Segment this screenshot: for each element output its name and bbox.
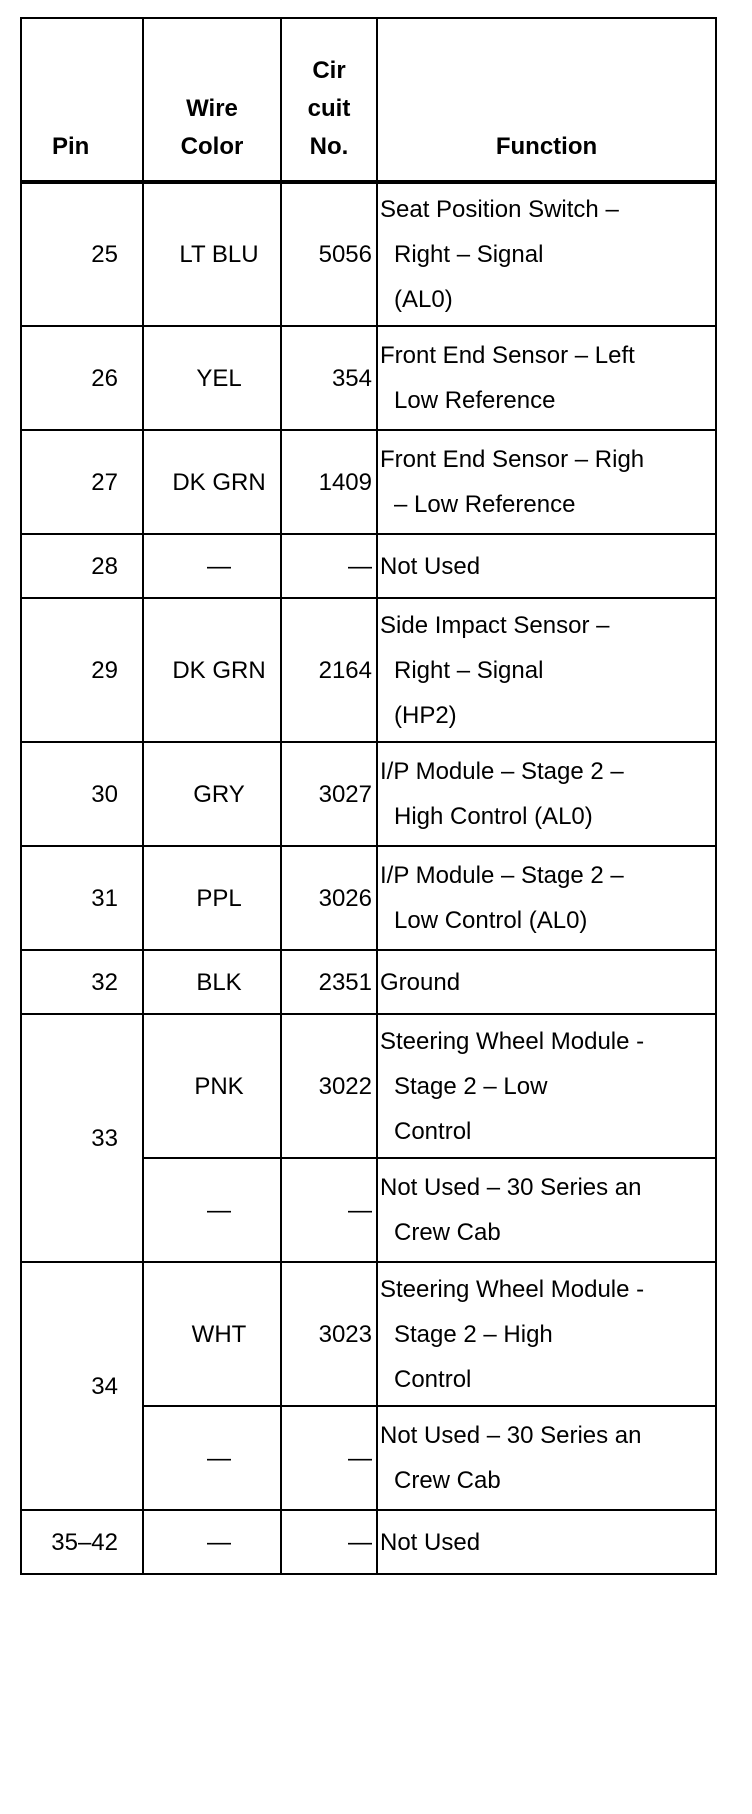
connector-pinout-sheet [20, 17, 717, 1575]
function-line: Seat Position Switch – [380, 196, 619, 223]
function-line: Steering Wheel Module - [380, 1027, 645, 1055]
pin-cell: 34 [21, 1262, 143, 1510]
function-cell [377, 598, 716, 742]
wire-color-cell: BLK [143, 950, 281, 1014]
function-line: Stage 2 – High [394, 1320, 553, 1348]
pin-cell: 30 [21, 742, 143, 846]
function-line: Not Used [380, 1528, 481, 1556]
pin-cell: 33 [21, 1014, 143, 1262]
pin-cell: 35–42 [21, 1510, 143, 1574]
wire-color-cell: PNK [143, 1014, 281, 1158]
function-line: Ground [380, 968, 461, 996]
function-cell [377, 1014, 716, 1158]
function-line: Crew Cab [394, 1219, 501, 1246]
wire-color-cell: — [143, 1406, 281, 1510]
header-row [21, 18, 716, 182]
table-row [21, 534, 716, 598]
wire-color-cell: LT BLU [143, 182, 281, 326]
function-cell [377, 182, 716, 326]
circuit-number-cell: — [281, 1406, 377, 1510]
function-line: Crew Cab [394, 1467, 501, 1494]
table-row [21, 430, 716, 534]
function-cell [377, 950, 716, 1014]
function-header: Function [377, 18, 716, 182]
function-cell [377, 1510, 716, 1574]
function-line: – Low Reference [394, 491, 576, 518]
function-line: Side Impact Sensor – [380, 611, 610, 639]
function-cell [377, 1262, 716, 1406]
function-cell [377, 742, 716, 846]
function-line: Low Control (AL0) [394, 907, 588, 934]
pin-cell: 28 [21, 534, 143, 598]
wire-color-cell: — [143, 534, 281, 598]
table-row [21, 1014, 716, 1158]
pin-cell: 32 [21, 950, 143, 1014]
wire-color-cell: YEL [143, 326, 281, 430]
circuit-number-cell: 3023 [281, 1262, 377, 1406]
circuit-number-cell: 3026 [281, 846, 377, 950]
circuit-number-cell: 354 [281, 326, 377, 430]
circuit-number-header: Cir cuit No. [281, 18, 377, 182]
wire-color-cell: DK GRN [143, 430, 281, 534]
wire-color-cell: WHT [143, 1262, 281, 1406]
function-line: I/P Module – Stage 2 – [380, 862, 624, 889]
circuit-number-cell: — [281, 1510, 377, 1574]
pinout-table [20, 17, 717, 1575]
wire-color-cell: — [143, 1158, 281, 1262]
function-line: (HP2) [394, 701, 457, 729]
circuit-number-cell: — [281, 1158, 377, 1262]
circuit-number-cell: 3027 [281, 742, 377, 846]
function-cell [377, 430, 716, 534]
function-line: Not Used – 30 Series an [380, 1174, 642, 1201]
function-line: I/P Module – Stage 2 – [380, 758, 624, 785]
pin-header: Pin [21, 18, 143, 182]
function-line: Control [394, 1365, 472, 1393]
function-line: (AL0) [394, 286, 453, 313]
table-row [21, 742, 716, 846]
wire-color-header: Wire Color [143, 18, 281, 182]
wire-color-cell: DK GRN [143, 598, 281, 742]
function-line: Not Used [380, 552, 481, 580]
function-line: High Control (AL0) [394, 803, 593, 830]
wire-color-cell: PPL [143, 846, 281, 950]
pinout-rows [21, 182, 716, 1574]
circuit-number-cell: 1409 [281, 430, 377, 534]
table-row [21, 598, 716, 742]
function-line: Right – Signal [394, 656, 544, 684]
table-row [21, 846, 716, 950]
function-cell [377, 1406, 716, 1510]
pin-cell: 31 [21, 846, 143, 950]
function-cell [377, 534, 716, 598]
pin-cell: 29 [21, 598, 143, 742]
function-cell [377, 326, 716, 430]
function-line: Front End Sensor – Righ [380, 446, 645, 473]
function-line: Front End Sensor – Left [380, 342, 635, 369]
circuit-number-cell: 2351 [281, 950, 377, 1014]
circuit-number-cell: 5056 [281, 182, 377, 326]
function-line: Low Reference [394, 387, 556, 414]
table-row [21, 1262, 716, 1406]
circuit-number-cell: 2164 [281, 598, 377, 742]
function-line: Not Used – 30 Series an [380, 1422, 642, 1449]
wire-color-cell: GRY [143, 742, 281, 846]
pin-cell: 27 [21, 430, 143, 534]
function-line: Control [394, 1117, 472, 1145]
function-line: Right – Signal [394, 241, 544, 268]
table-row [21, 950, 716, 1014]
pin-cell: 26 [21, 326, 143, 430]
function-cell [377, 846, 716, 950]
table-row [21, 326, 716, 430]
function-line: Steering Wheel Module - [380, 1275, 645, 1303]
table-row [21, 182, 716, 326]
circuit-number-cell: — [281, 534, 377, 598]
circuit-number-cell: 3022 [281, 1014, 377, 1158]
function-cell [377, 1158, 716, 1262]
pin-cell: 25 [21, 182, 143, 326]
table-row [21, 1510, 716, 1574]
function-line: Stage 2 – Low [394, 1072, 548, 1100]
wire-color-cell: — [143, 1510, 281, 1574]
